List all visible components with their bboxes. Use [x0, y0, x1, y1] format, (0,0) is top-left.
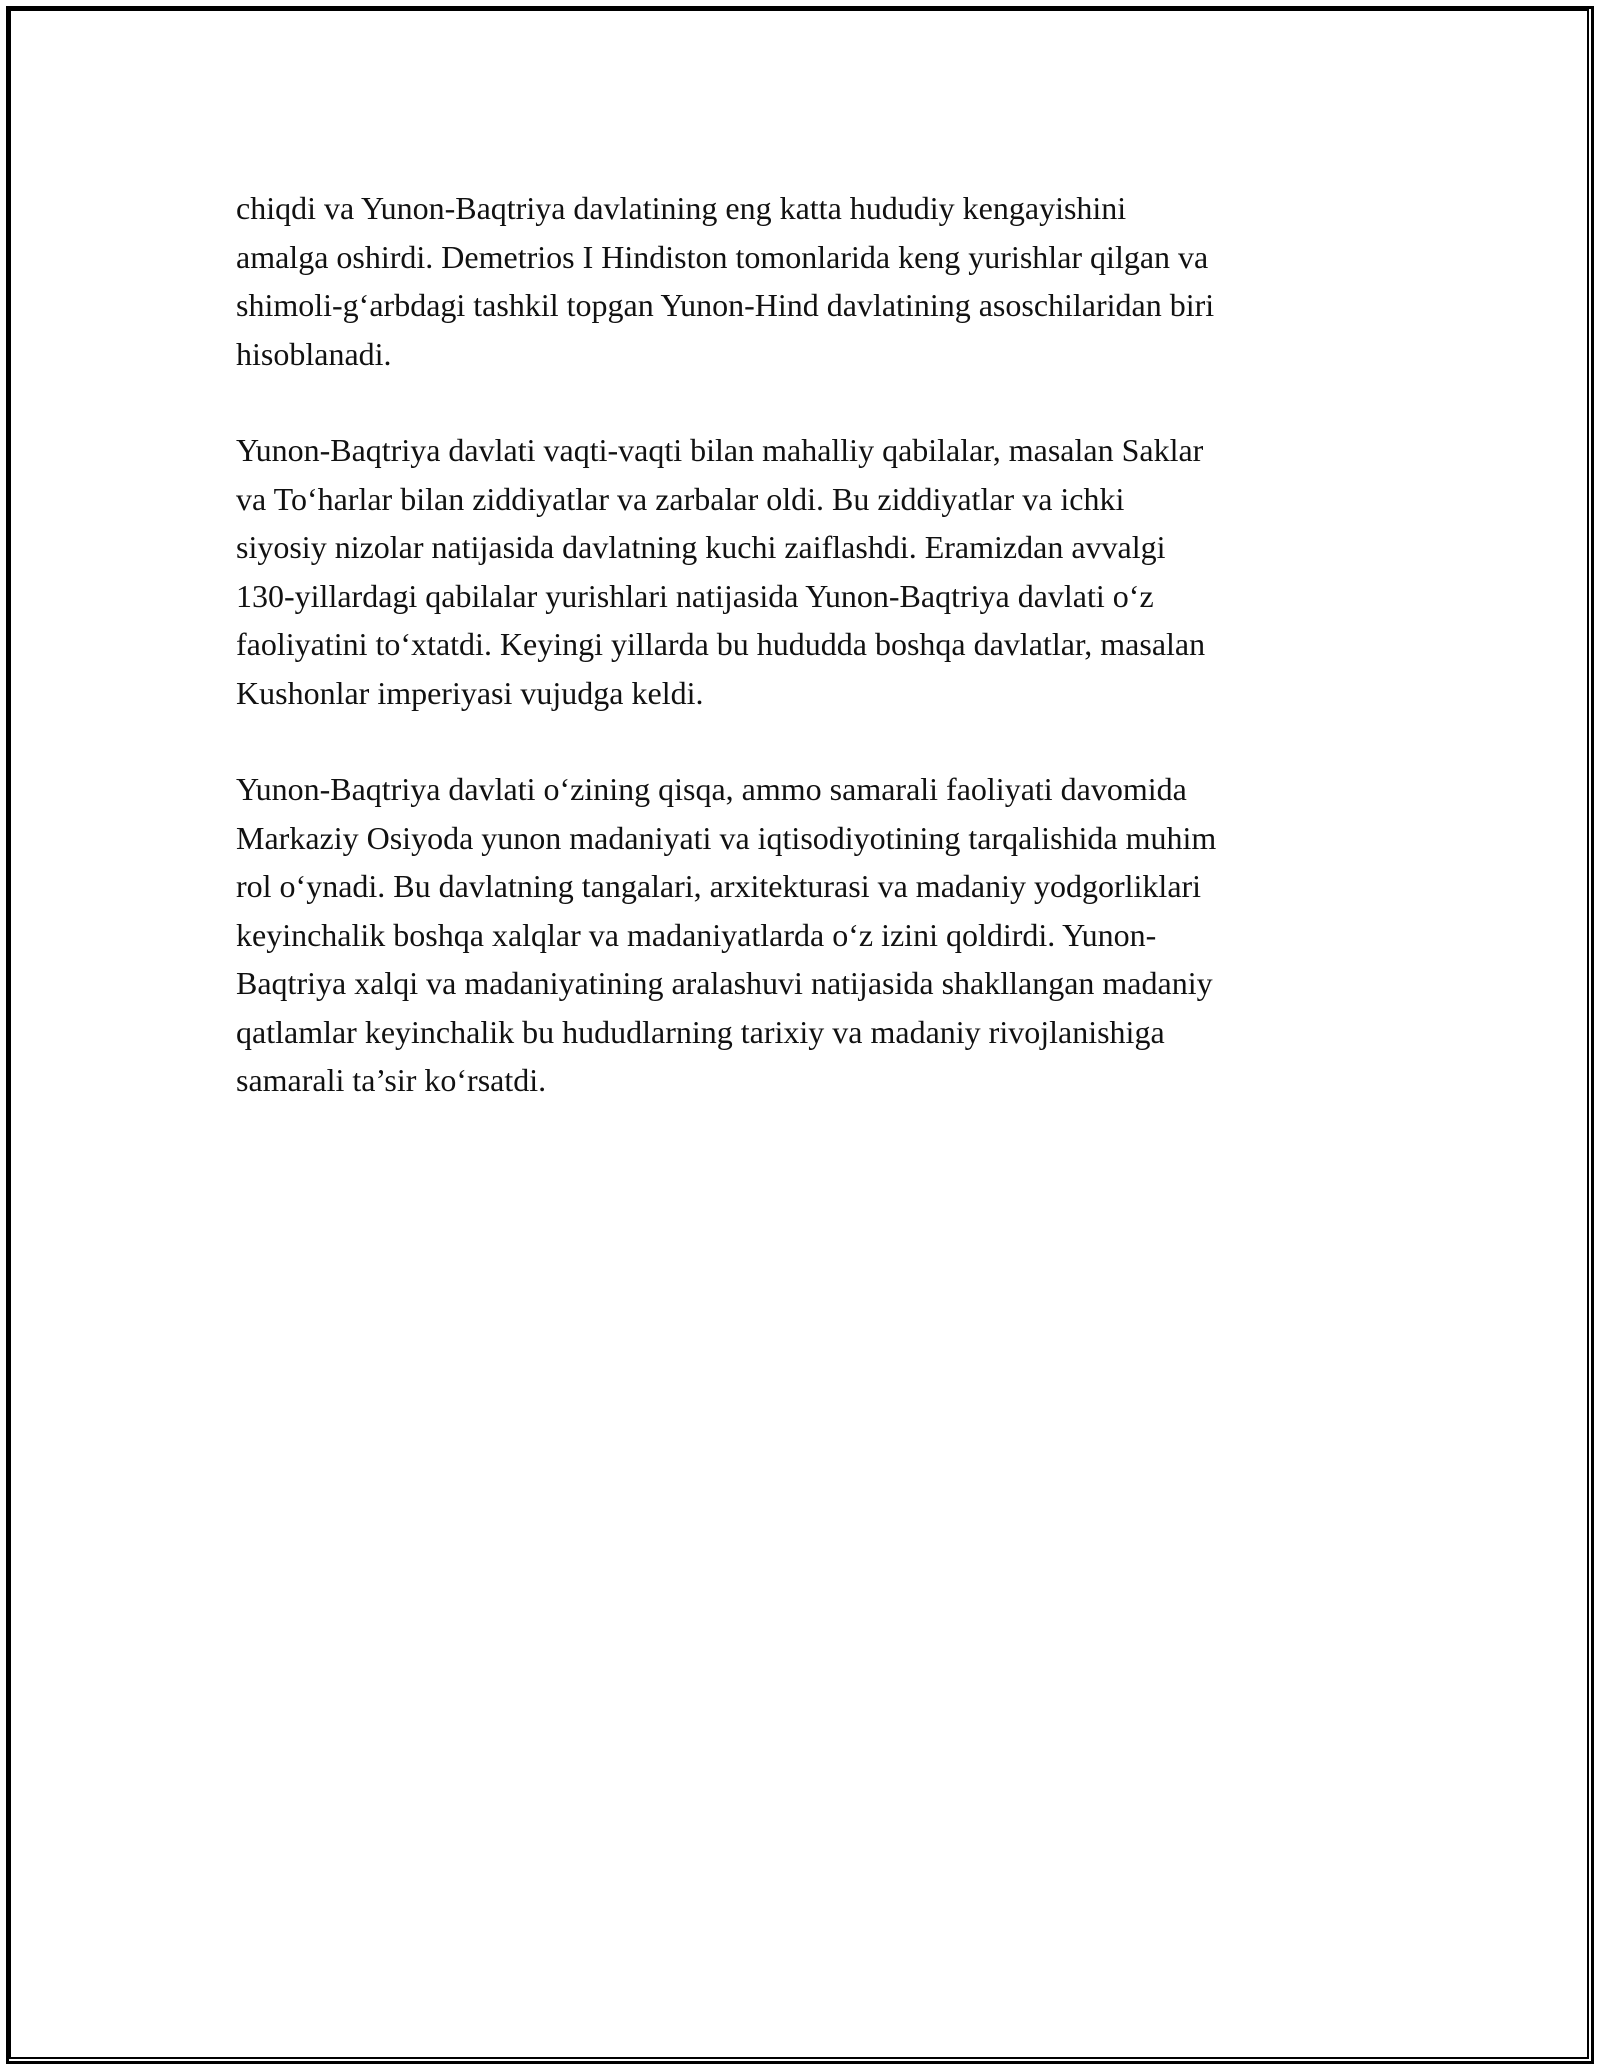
- text-line: keyinchalik boshqa xalqlar va madaniyatlarda o‘z izini qoldirdi. Yunon-: [236, 916, 1157, 953]
- text-line: Markaziy Osiyoda yunon madaniyati va iqtisodiyotining tarqalishida muhim: [236, 819, 1217, 856]
- paragraph-2: [236, 426, 1366, 717]
- text-line: qatlamlar keyinchalik bu hududlarning tarixiy va madaniy rivojlanishiga: [236, 1013, 1165, 1050]
- text-line: Baqtriya xalqi va madaniyatining aralashuvi natijasida shakllangan madaniy: [236, 965, 1213, 1001]
- text-line: Yunon-Baqtriya davlati vaqti-vaqti bilan mahalliy qabilalar, masalan Saklar: [236, 432, 1204, 468]
- text-line: faoliyatini to‘xtatdi. Keyingi yillarda bu hududda boshqa davlatlar, masalan: [236, 626, 1206, 662]
- text-line: siyosiy nizolar natijasida davlatning kuchi zaiflashdi. Eramizdan avvalgi: [236, 529, 1166, 565]
- text-line: samarali ta’sir ko‘rsatdi.: [236, 1062, 547, 1098]
- text-line: Kushonlar imperiyasi vujudga keldi.: [236, 674, 704, 711]
- text-line: chiqdi va Yunon-Baqtriya davlatining eng katta hududiy kengayishini: [236, 190, 1127, 226]
- text-line: Yunon-Baqtriya davlati o‘zining qisqa, ammo samarali faoliyati davomida: [236, 771, 1187, 807]
- text-line: amalga oshirdi. Demetrios I Hindiston tomonlarida keng yurishlar qilgan va: [236, 238, 1209, 275]
- text-line: shimoli-g‘arbdagi tashkil topgan Yunon-Hind davlatining asoschilaridan biri: [236, 287, 1215, 323]
- text-line: 130-yillardagi qabilalar yurishlari natijasida Yunon-Baqtriya davlati o‘z: [236, 577, 1154, 614]
- text-line: rol o‘ynadi. Bu davlatning tangalari, arxitekturasi va madaniy yodgorliklari: [236, 868, 1202, 904]
- paragraph-3: [236, 765, 1366, 1105]
- text-line: hisoblanadi.: [236, 335, 392, 372]
- document-body: [236, 184, 1366, 1153]
- paragraph-1: [236, 184, 1366, 378]
- text-line: va To‘harlar bilan ziddiyatlar va zarbalar oldi. Bu ziddiyatlar va ichki: [236, 480, 1125, 517]
